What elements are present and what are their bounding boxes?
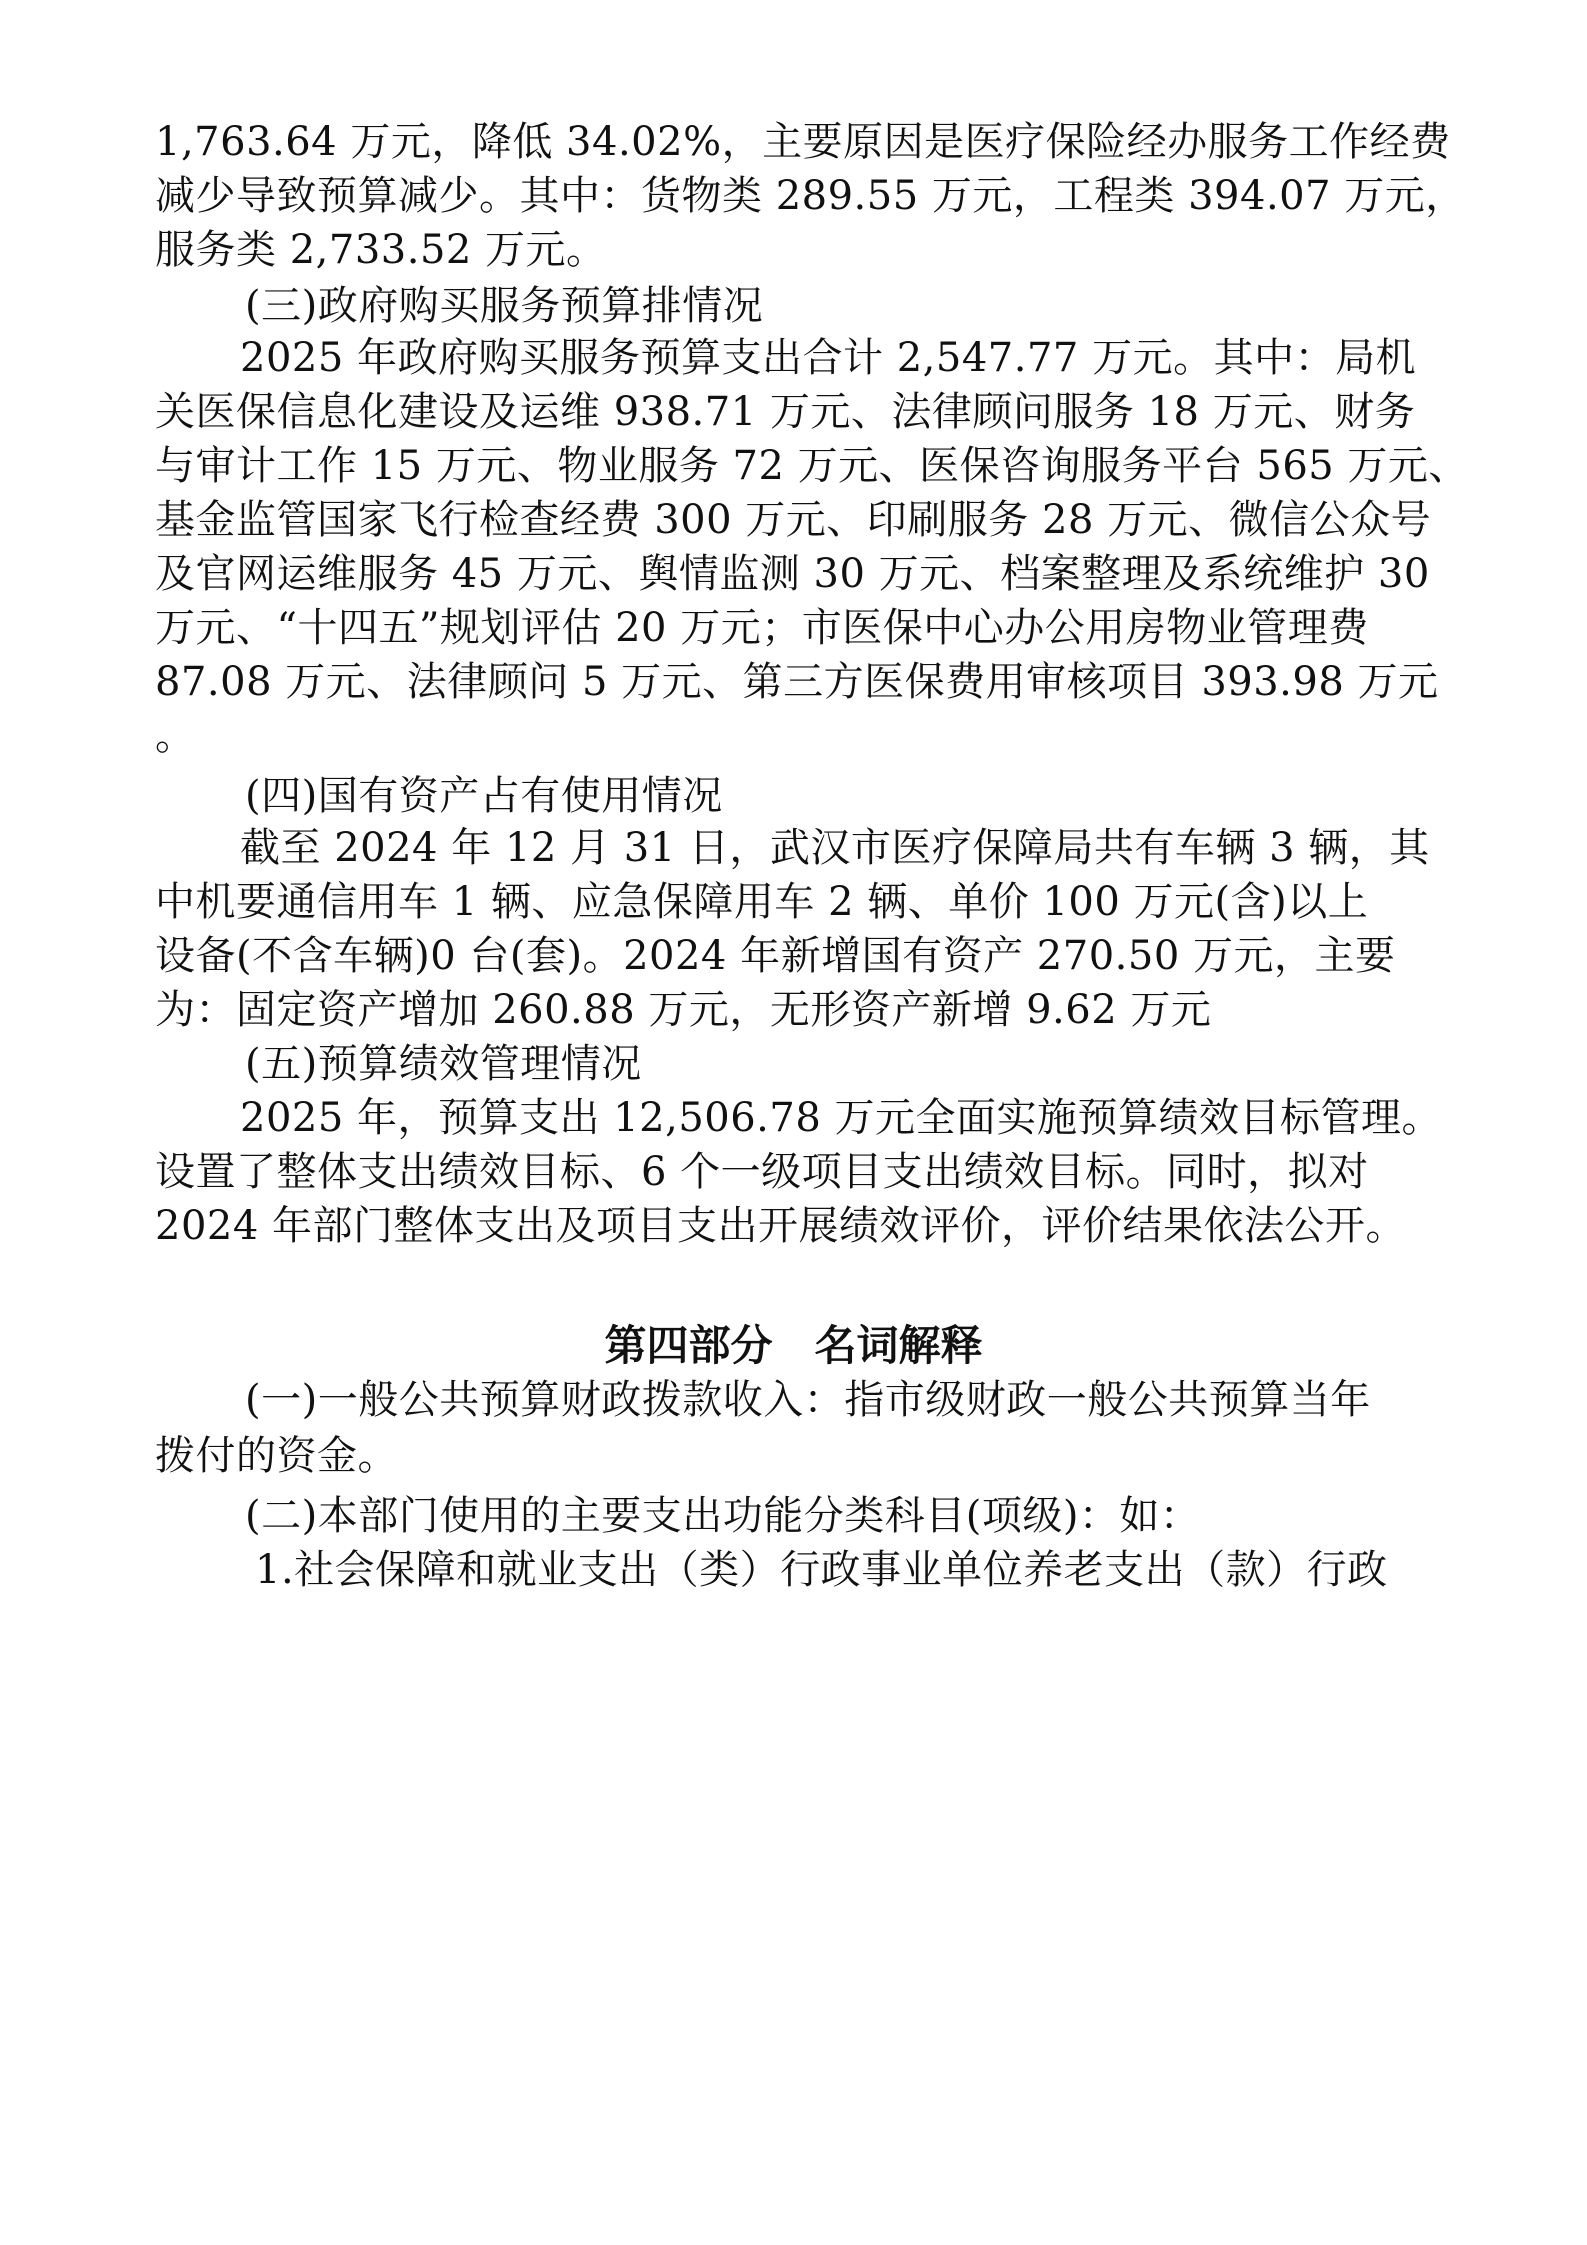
paragraph-line: 设备(不含车辆)0 台(套)。2024 年新增国有资产 270.50 万元，主要	[155, 933, 1396, 979]
paragraph-line: 万元、“十四五”规划评估 20 万元；市医保中心办公用房物业管理费	[155, 605, 1369, 651]
paragraph-line: 1,763.64 万元，降低 34.02%，主要原因是医疗保险经办服务工作经费	[155, 119, 1451, 165]
subsection-heading: (三)政府购买服务预算排情况	[245, 283, 764, 329]
paragraph-line: (二)本部门使用的主要支出功能分类科目(项级)：如：	[245, 1493, 1201, 1539]
paragraph-line: 2025 年，预算支出 12,506.78 万元全面实施预算绩效目标管理。	[240, 1095, 1443, 1141]
subsection-heading: (五)预算绩效管理情况	[245, 1041, 642, 1087]
paragraph-line: 截至 2024 年 12 月 31 日，武汉市医疗保障局共有车辆 3 辆，其	[240, 825, 1430, 871]
section-heading: 第四部分 名词解释	[604, 1321, 983, 1370]
paragraph-line: 基金监管国家飞行检查经费 300 万元、印刷服务 28 万元、微信公众号	[155, 497, 1432, 543]
paragraph-line: 关医保信息化建设及运维 938.71 万元、法律顾问服务 18 万元、财务	[155, 389, 1416, 435]
paragraph-line: 拨付的资金。	[155, 1433, 398, 1479]
paragraph-line: 为：固定资产增加 260.88 万元，无形资产新增 9.62 万元	[155, 987, 1212, 1033]
paragraph-line: 及官网运维服务 45 万元、舆情监测 30 万元、档案整理及系统维护 30	[155, 551, 1430, 597]
paragraph-line: 2025 年政府购买服务预算支出合计 2,547.77 万元。其中：局机	[240, 335, 1417, 381]
paragraph-line: 。	[155, 713, 196, 759]
paragraph-line: 87.08 万元、法律顾问 5 万元、第三方医保费用审核项目 393.98 万元	[155, 659, 1439, 705]
paragraph-line: 2024 年部门整体支出及项目支出开展绩效评价，评价结果依法公开。	[155, 1203, 1407, 1249]
paragraph-line: 服务类 2,733.52 万元。	[155, 227, 607, 273]
subsection-heading: (四)国有资产占有使用情况	[245, 773, 723, 819]
paragraph-line: 设置了整体支出绩效目标、6 个一级项目支出绩效目标。同时，拟对	[155, 1149, 1369, 1195]
paragraph-line: 1.社会保障和就业支出（类）行政事业单位养老支出（款）行政	[255, 1547, 1388, 1593]
paragraph-line: 中机要通信用车 1 辆、应急保障用车 2 辆、单价 100 万元(含)以上	[155, 879, 1369, 925]
paragraph-line: (一)一般公共预算财政拨款收入：指市级财政一般公共预算当年	[245, 1377, 1371, 1423]
paragraph-line: 减少导致预算减少。其中：货物类 289.55 万元，工程类 394.07 万元，	[155, 173, 1466, 219]
paragraph-line: 与审计工作 15 万元、物业服务 72 万元、医保咨询服务平台 565 万元、	[155, 443, 1469, 489]
